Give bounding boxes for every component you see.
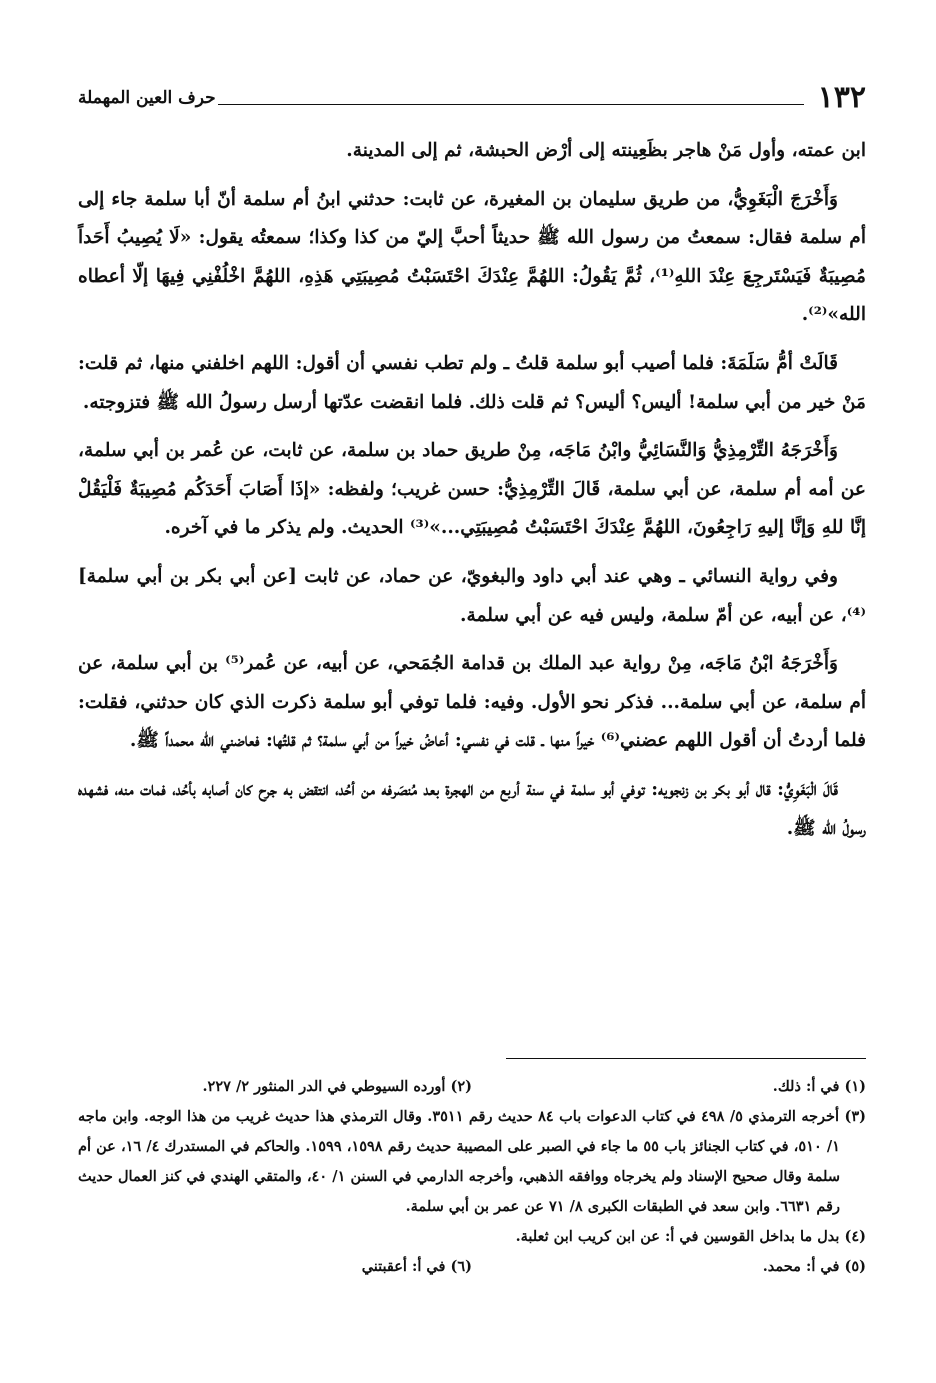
footnote-5: (٥) في أ: محمد. (762, 1258, 866, 1275)
main-text (78, 132, 866, 858)
page-number: ١٣٢ (817, 80, 866, 115)
footnote-row-4 (78, 1222, 866, 1252)
footnote-row-5 (78, 1252, 866, 1282)
footnote-row-1 (78, 1072, 866, 1102)
paragraph-7: قَالَ الْبَغَوِيُّ: قال أبو بكر بن زنجويه: توفي أبو سلمة في سنة أربع من الهجرة بعد مُنصَرفه من أحُد، انتقض به جرح كان أصابه بأحُد، فمات منه، فشهده رسولُ الله ﷺ. (78, 778, 866, 839)
paragraph-5: وفي رواية النسائي ـ وهي عند أبي داود والبغويّ، عن حماد، عن ثابت [عن أبي بكر بن أبي سلمة]⁽⁴⁾، عن أبيه، عن أمّ سلمة، وليس فيه عن أبي سلمة. (78, 565, 866, 626)
page-header (78, 82, 866, 118)
footnote-1: (١) في أ: ذلك. (772, 1078, 866, 1095)
paragraph-3: قَالَتْ أمُّ سَلَمَةَ: فلما أصيب أبو سلمة قلتُ ـ ولم تطب نفسي أن أقول: اللهم اخلفني منها، ثم قلت: مَنْ خير من أبي سلمة! أليس؟ أليس؟ ثم قلت ذلك. فلما انقضت عدّتها أرسل رسولُ الله ﷺ فتزوجته. (78, 352, 866, 413)
running-title: حرف العين المهملة (78, 88, 216, 108)
paragraph-2: وَأَخْرَجَ الْبَغَوِيُّ، من طريق سليمان بن المغيرة، عن ثابت: حدثني ابنُ أم سلمة أنّ أبا سلمة جاء إلى أم سلمة فقال: سمعتُ من رسول الله ﷺ حديثاً أحبَّ إليّ من كذا وكذا؛ سمعتُه يقول: «لَا يُصِيبُ أَحَداً مُصِيبَةٌ فَيَسْتَرجِعَ عِنْدَ اللهِ⁽¹⁾، ثُمَّ يَقُولُ: اللهُمَّ عِنْدَكَ احْتَسَبْتُ مُصِيبَتِي هَذِهِ، اللهُمَّ اخْلُفْنِي فِيهَا إلّا أعطاه الله»⁽²⁾. (78, 188, 867, 326)
footnote-2: (٢) أورده السيوطي في الدر المنثور ٢/ ٢٢٧. (202, 1078, 472, 1095)
paragraph-1: ابن عمته، وأول مَنْ هاجر بظَعِينته إلى أرْض الحبشة، ثم إلى المدينة. (346, 140, 866, 161)
footnote-6: (٦) في أ: أعقبتني (361, 1258, 472, 1275)
header-rule (218, 104, 804, 105)
paragraph-4: وَأَخْرَجَهُ التِّرْمِذِيُّ وَالنَّسَائِيُّ وابْنُ مَاجَه، مِنْ طريق حماد بن سلمة، عن ثابت، عن عُمر بن أبي سلمة، عن أمه أم سلمة، عن أبي سلمة، قَالَ التِّرْمِذِيُّ: حسن غريب؛ ولفظه: «إذَا أَصَابَ أَحَدَكُم مُصِيبَةٌ فَلْيَقُلْ إنَّا للهِ وَإنَّا إليهِ رَاجِعُونَ، اللهُمَّ عِنْدَكَ احْتَسَبْتُ مُصِيبَتِي...»⁽³⁾ الحديث. ولم يذكر ما في آخره. (78, 440, 866, 539)
footnote-4: (٤) بدل ما بداخل القوسين في أ: عن ابن كريب ابن ثعلبة. (515, 1228, 866, 1245)
footnote-3: (٣) أخرجه الترمذي ٥/ ٤٩٨ في كتاب الدعوات باب ٨٤ حديث رقم ٣٥١١. وقال الترمذي هذا حديث غريب من هذا الوجه. وابن ماجه ١/ ٥١٠، في كتاب الجنائز باب ٥٥ ما جاء في الصبر على المصيبة حديث رقم ١٥٩٨، ١٥٩٩. والحاكم في المستدرك ٤/ ١٦، عن أم سلمة وقال صحيح الإسناد ولم يخرجاه ووافقه الذهبي، وأخرجه الدارمي في السنن ١/ ٤٠، والمتقي الهندي في كنز العمال حديث رقم ٦٦٣١. وابن سعد في الطبقات الكبرى ٨/ ٧١ عن عمر بن أبي سلمة. (78, 1108, 866, 1215)
footnotes (78, 1072, 866, 1282)
paragraph-6: وَأَخْرَجَهُ ابْنُ مَاجَه، مِنْ رواية عبد الملك بن قدامة الجُمَحي، عن أبيه، عن عُمر⁽⁵⁾ بن أبي سلمة، عن أم سلمة، عن أبي سلمة... فذكر نحو الأول. وفيه: فلما توفي أبو سلمة ذكرت الذي كان حدثني، فقلت: فلما أردتُ أن أقول اللهم عضني⁽⁶⁾ خيراً منها ـ قلت في نفسي: أعاضُ خيراً من أبي سلمة؟ ثم قلتُها: فعاضني الله محمداً ﷺ. (78, 653, 866, 752)
footnote-separator (506, 1058, 866, 1059)
